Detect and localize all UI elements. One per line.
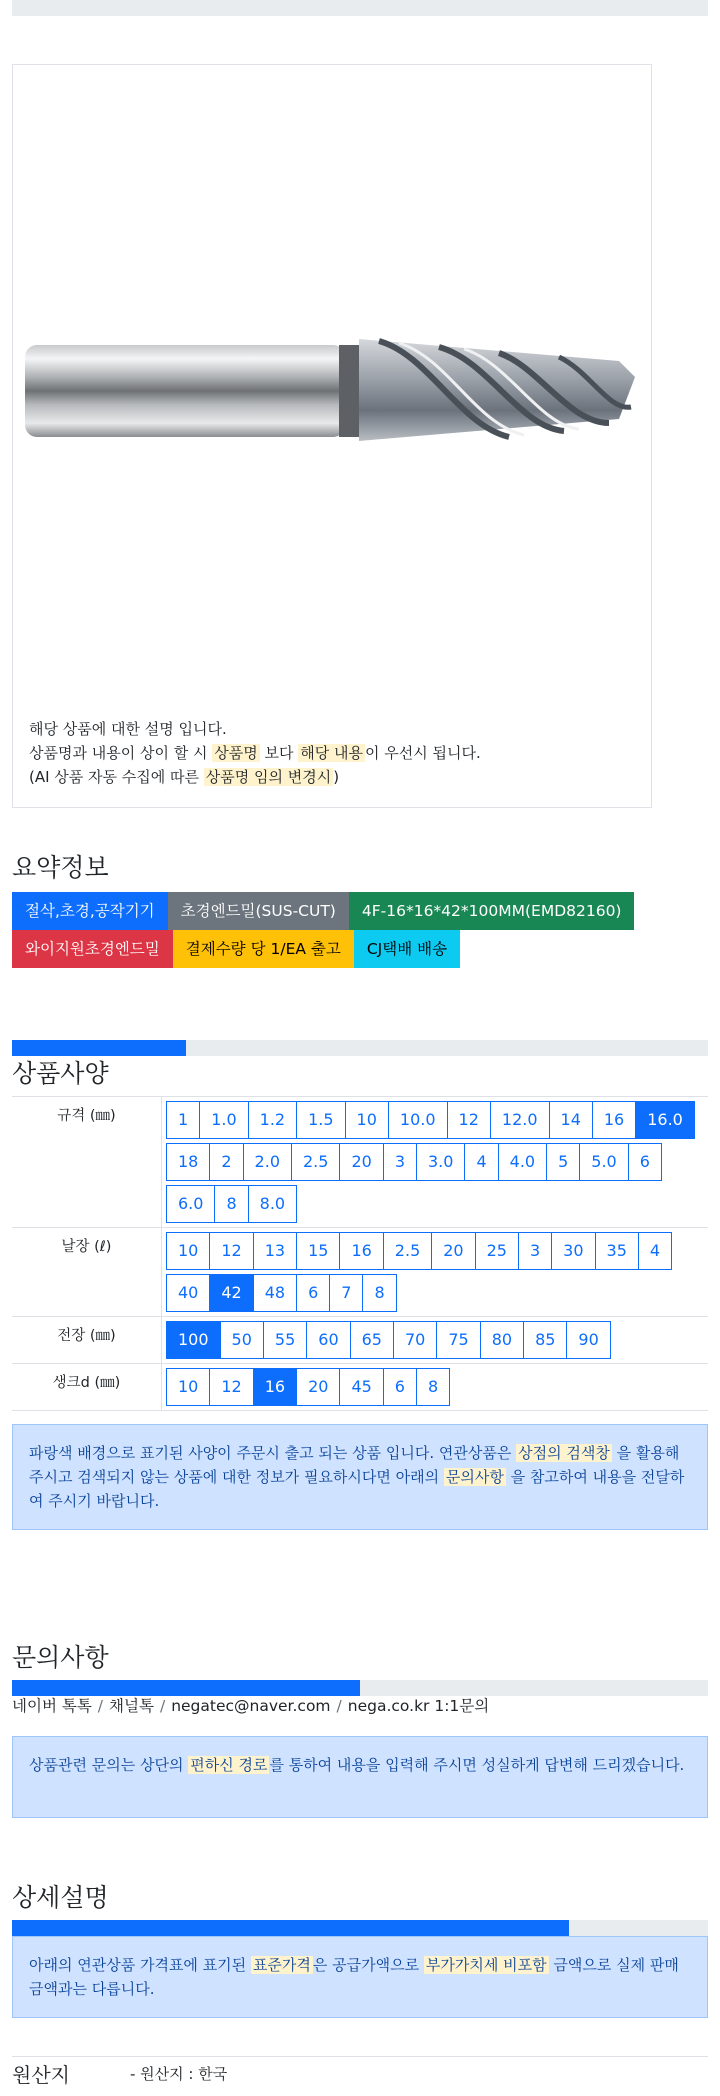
notice-highlight-standard-price: 표준가격 (252, 1956, 311, 1974)
spec-option-button[interactable]: 6.0 (166, 1185, 215, 1223)
badge: 4F-16*16*42*100MM(EMD82160) (349, 892, 635, 930)
spec-notice-text-c: 을 참고하여 내용을 전달하여 주시기 바랍니다. (29, 1468, 685, 1510)
spec-notice-text-a: 파랑색 배경으로 표기된 사양이 주문시 출고 되는 상품 입니다. 연관상품은 (29, 1444, 517, 1462)
spec-option-button[interactable]: 7 (329, 1274, 363, 1312)
inquiry-links (12, 1694, 489, 1716)
spec-option-button[interactable]: 8 (416, 1368, 450, 1406)
spec-option-button[interactable]: 5.0 (579, 1143, 628, 1181)
spec-option-button[interactable]: 10.0 (388, 1101, 448, 1139)
spec-option-button[interactable]: 14 (549, 1101, 593, 1139)
desc-line-2 (29, 741, 481, 765)
spec-option-button[interactable]: 2.0 (243, 1143, 292, 1181)
link-separator: / (97, 1697, 104, 1715)
spec-progress (12, 1040, 708, 1056)
summary-badges (12, 892, 712, 968)
spec-option-button[interactable]: 75 (436, 1321, 480, 1359)
spec-option-button[interactable]: 15 (296, 1232, 340, 1270)
detail-progress-fill (12, 1920, 569, 1936)
top-progress-bar (12, 0, 708, 16)
spec-option-button[interactable]: 1.0 (199, 1101, 248, 1139)
spec-option-button[interactable]: 1.2 (248, 1101, 297, 1139)
spec-option-button[interactable]: 13 (253, 1232, 297, 1270)
spec-option-button[interactable]: 3 (383, 1143, 417, 1181)
spec-option-button[interactable]: 8 (362, 1274, 396, 1312)
summary-title: 요약정보 (12, 853, 109, 882)
spec-option-button[interactable]: 12 (209, 1232, 253, 1270)
spec-option-button[interactable]: 4 (638, 1232, 672, 1270)
desc-line-3-text-a: (AI 상품 자동 수집에 따른 (29, 768, 204, 786)
end-mill-product-image (19, 315, 645, 455)
inquiry-notice (12, 1736, 708, 1818)
spec-row (12, 1228, 708, 1317)
desc-line-2-text-c: 이 우선시 됩니다. (364, 744, 481, 762)
spec-option-button[interactable]: 3.0 (416, 1143, 465, 1181)
origin-row (12, 2056, 708, 2088)
desc-line-3 (29, 765, 481, 789)
spec-options (162, 1364, 708, 1410)
spec-title: 상품사양 (12, 1059, 109, 1088)
detail-title: 상세설명 (12, 1883, 109, 1912)
spec-option-button[interactable]: 6 (296, 1274, 330, 1312)
badge: 절삭,초경,공작기기 (12, 892, 168, 930)
spec-option-button[interactable]: 48 (253, 1274, 297, 1312)
desc-line-3-text-b: ) (333, 768, 340, 786)
badge-row-1 (12, 892, 712, 930)
spec-options (162, 1228, 708, 1316)
spec-option-button[interactable]: 5 (546, 1143, 580, 1181)
spec-option-button[interactable]: 8 (214, 1185, 248, 1223)
desc-highlight-product-name: 상품명 (214, 744, 258, 762)
spec-label: 생크d (㎜) (12, 1364, 162, 1410)
spec-option-button[interactable]: 8.0 (248, 1185, 297, 1223)
spec-option-button[interactable]: 10 (166, 1368, 210, 1406)
spec-option-button[interactable]: 20 (339, 1143, 383, 1181)
spec-option-button[interactable]: 2.5 (383, 1232, 432, 1270)
link-naver-talktalk[interactable]: 네이버 톡톡 (12, 1697, 92, 1715)
spec-option-button[interactable]: 20 (296, 1368, 340, 1406)
product-image-frame (12, 64, 652, 808)
notice-highlight-search: 상점의 검색창 (518, 1444, 610, 1462)
badge: 초경엔드밀(SUS-CUT) (168, 892, 349, 930)
spec-option-button[interactable]: 6 (628, 1143, 662, 1181)
desc-line-1: 해당 상품에 대한 설명 입니다. (29, 720, 227, 738)
spec-option-button[interactable]: 25 (475, 1232, 519, 1270)
spec-option-button[interactable]: 16 (592, 1101, 636, 1139)
link-email[interactable]: negatec@naver.com (171, 1697, 331, 1715)
spec-option-button[interactable]: 2 (209, 1143, 243, 1181)
spec-label: 전장 (㎜) (12, 1317, 162, 1363)
notice-highlight-route: 편하신 경로 (190, 1756, 268, 1774)
spec-notice-text-b: 을 활용해 주시고 검색되지 않는 상품에 대한 정보가 필요하시다면 아래의 (29, 1444, 680, 1486)
spec-notice (12, 1424, 708, 1530)
desc-highlight-content: 해당 내용 (300, 744, 363, 762)
spec-option-button[interactable]: 16 (339, 1232, 383, 1270)
spec-option-button[interactable]: 60 (306, 1321, 350, 1359)
link-channel-talk[interactable]: 채널톡 (109, 1697, 154, 1715)
spec-option-button[interactable]: 18 (166, 1143, 210, 1181)
link-separator: / (336, 1697, 342, 1715)
spec-option-button[interactable]: 4 (464, 1143, 498, 1181)
product-description (29, 717, 481, 789)
spec-option-button[interactable]: 30 (551, 1232, 595, 1270)
inquiry-notice-text-b: 를 통하여 내용을 입력해 주시면 성실하게 답변해 드리겠습니다. (269, 1756, 685, 1774)
spec-option-button[interactable]: 20 (431, 1232, 475, 1270)
detail-progress (12, 1920, 708, 1936)
link-separator: / (159, 1697, 166, 1715)
detail-notice-text-c: 금액으로 실제 판매금액과는 다릅니다. (29, 1956, 679, 1998)
spec-label: 규격 (㎜) (12, 1097, 162, 1227)
spec-option-button[interactable]: 1.5 (296, 1101, 345, 1139)
spec-option-button[interactable]: 50 (220, 1321, 264, 1359)
spec-option-button[interactable]: 10 (166, 1232, 210, 1270)
spec-option-button[interactable]: 80 (480, 1321, 524, 1359)
inquiry-notice-text-a: 상품관련 문의는 상단의 (29, 1756, 189, 1774)
spec-option-button[interactable]: 45 (339, 1368, 383, 1406)
detail-notice (12, 1936, 708, 2018)
spec-option-button[interactable]: 10 (345, 1101, 389, 1139)
spec-label: 날장 (ℓ) (12, 1228, 162, 1316)
notice-highlight-vat: 부가가치세 비포함 (425, 1956, 547, 1974)
spec-option-button[interactable]: 16 (253, 1368, 297, 1406)
spec-option-button[interactable]: 90 (566, 1321, 610, 1359)
origin-label: 원산지 (12, 2063, 70, 2087)
spec-option-button[interactable]: 1 (166, 1101, 200, 1139)
desc-line-2-text-a: 상품명과 내용이 상이 할 시 (29, 744, 213, 762)
detail-notice-text-b: 은 공급가액으로 (312, 1956, 424, 1974)
badge-row-2 (12, 930, 712, 968)
spec-option-button[interactable]: 40 (166, 1274, 210, 1312)
spec-option-button[interactable]: 100 (166, 1321, 221, 1359)
spec-option-button[interactable]: 70 (393, 1321, 437, 1359)
spec-option-button[interactable]: 6 (383, 1368, 417, 1406)
detail-notice-text-a: 아래의 연관상품 가격표에 표기된 (29, 1956, 251, 1974)
link-site-inquiry[interactable]: nega.co.kr 1:1문의 (347, 1697, 490, 1715)
spec-option-button[interactable]: 65 (350, 1321, 394, 1359)
inquiry-title: 문의사항 (12, 1643, 109, 1672)
spec-option-button[interactable]: 12 (209, 1368, 253, 1406)
desc-line-2-text-b: 보다 (259, 744, 299, 762)
spec-row (12, 1364, 708, 1411)
spec-table (12, 1096, 708, 1411)
badge: CJ택배 배송 (354, 930, 460, 968)
desc-highlight-name-change: 상품명 임의 변경시 (205, 768, 332, 786)
spec-option-button[interactable]: 16.0 (635, 1101, 695, 1139)
spec-options (162, 1317, 708, 1363)
spec-option-button[interactable]: 55 (263, 1321, 307, 1359)
notice-highlight-inquiry: 문의사항 (445, 1468, 504, 1486)
spec-option-button[interactable]: 3 (518, 1232, 552, 1270)
spec-option-button[interactable]: 2.5 (291, 1143, 340, 1181)
spec-option-button[interactable]: 85 (523, 1321, 567, 1359)
spec-row (12, 1097, 708, 1228)
spec-options (162, 1097, 708, 1227)
spec-option-button[interactable]: 42 (209, 1274, 253, 1312)
spec-option-button[interactable]: 12 (447, 1101, 491, 1139)
badge: 결제수량 당 1/EA 출고 (173, 930, 354, 968)
spec-row (12, 1317, 708, 1364)
spec-option-button[interactable]: 35 (595, 1232, 639, 1270)
origin-value: - 원산지 : 한국 (130, 2065, 228, 2083)
badge: 와이지원초경엔드밀 (12, 930, 173, 968)
spec-option-button[interactable]: 4.0 (498, 1143, 547, 1181)
spec-option-button[interactable]: 12.0 (490, 1101, 550, 1139)
